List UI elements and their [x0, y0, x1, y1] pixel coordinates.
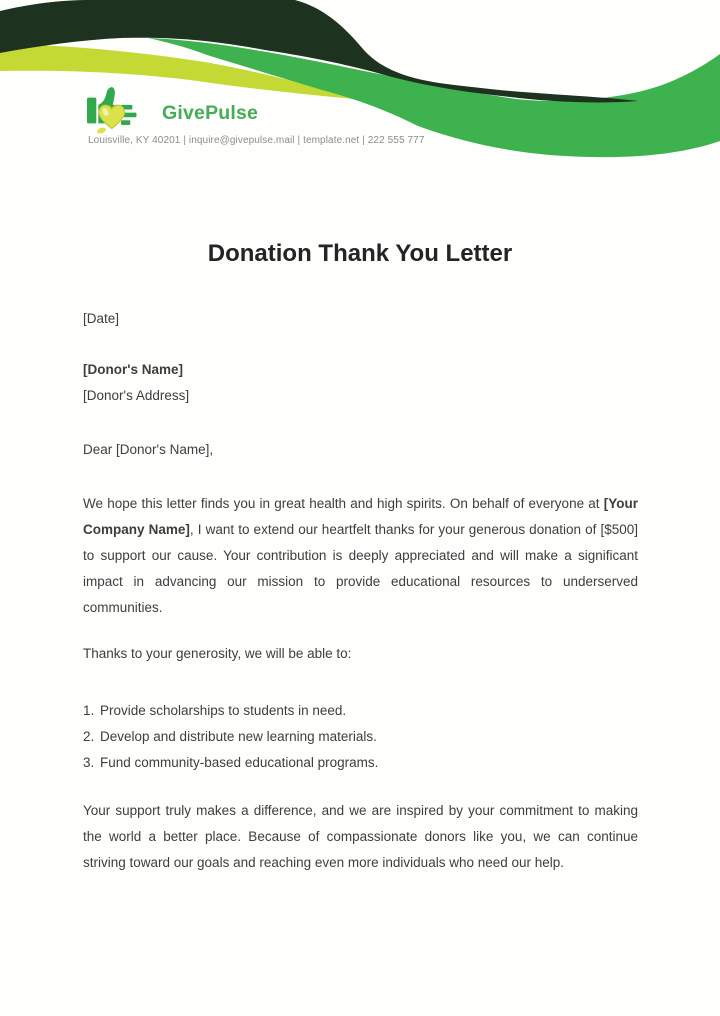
salutation: Dear [Donor's Name],: [83, 442, 214, 457]
paragraph-thanks-pre: We hope this letter finds you in great health and high spirits. On behalf of everyone at: [83, 496, 604, 511]
givepulse-logo-icon: [86, 84, 154, 136]
donor-name: [Donor's Name]: [83, 362, 183, 377]
list-item-number: 1.: [83, 703, 95, 718]
list-item: [83, 724, 638, 750]
list-item: [83, 698, 638, 724]
logo-drop-shape: [96, 127, 106, 135]
paragraph-thanks-post: , I want to extend our heartfelt thanks for your generous donation of [$500] to support our cause. Your contribution is deeply appreciated and will make a significant impact in advancing our mission to provide educational resources to underserved communities.: [83, 522, 638, 615]
list-item: [83, 750, 638, 776]
brand-name: GivePulse: [162, 102, 259, 124]
brand: [86, 84, 258, 136]
benefits-list: [83, 698, 638, 776]
logo-bar-shape: [87, 98, 96, 124]
list-item-text: Fund community-based educational programs.: [100, 755, 379, 770]
heart-icon: [99, 105, 125, 128]
company-name-placeholder: [Your Company Name]: [83, 496, 638, 537]
date-placeholder: [Date]: [83, 311, 120, 326]
list-item-number: 2.: [83, 729, 95, 744]
list-item-text: Provide scholarships to students in need.: [100, 703, 347, 718]
letter-title: Donation Thank You Letter: [207, 240, 513, 267]
letterhead: [0, 0, 720, 170]
list-item-text: Develop and distribute new learning materials.: [100, 729, 377, 744]
recipient-block: [83, 357, 638, 409]
list-item-number: 3.: [83, 755, 95, 770]
paragraph-thanks: [83, 491, 638, 621]
donor-address: [Donor's Address]: [83, 388, 190, 403]
paragraph-support: Your support truly makes a difference, and we are inspired by your commitment to making the world a better place. Because of compassionate donors like you, we can continue striving toward our goals and reaching even more individuals who need our help.: [83, 803, 638, 870]
contact-line: Louisville, KY 40201 | inquire@givepulse.mail | template.net | 222 555 777: [88, 135, 425, 146]
list-intro: Thanks to your generosity, we will be able to:: [83, 646, 352, 661]
